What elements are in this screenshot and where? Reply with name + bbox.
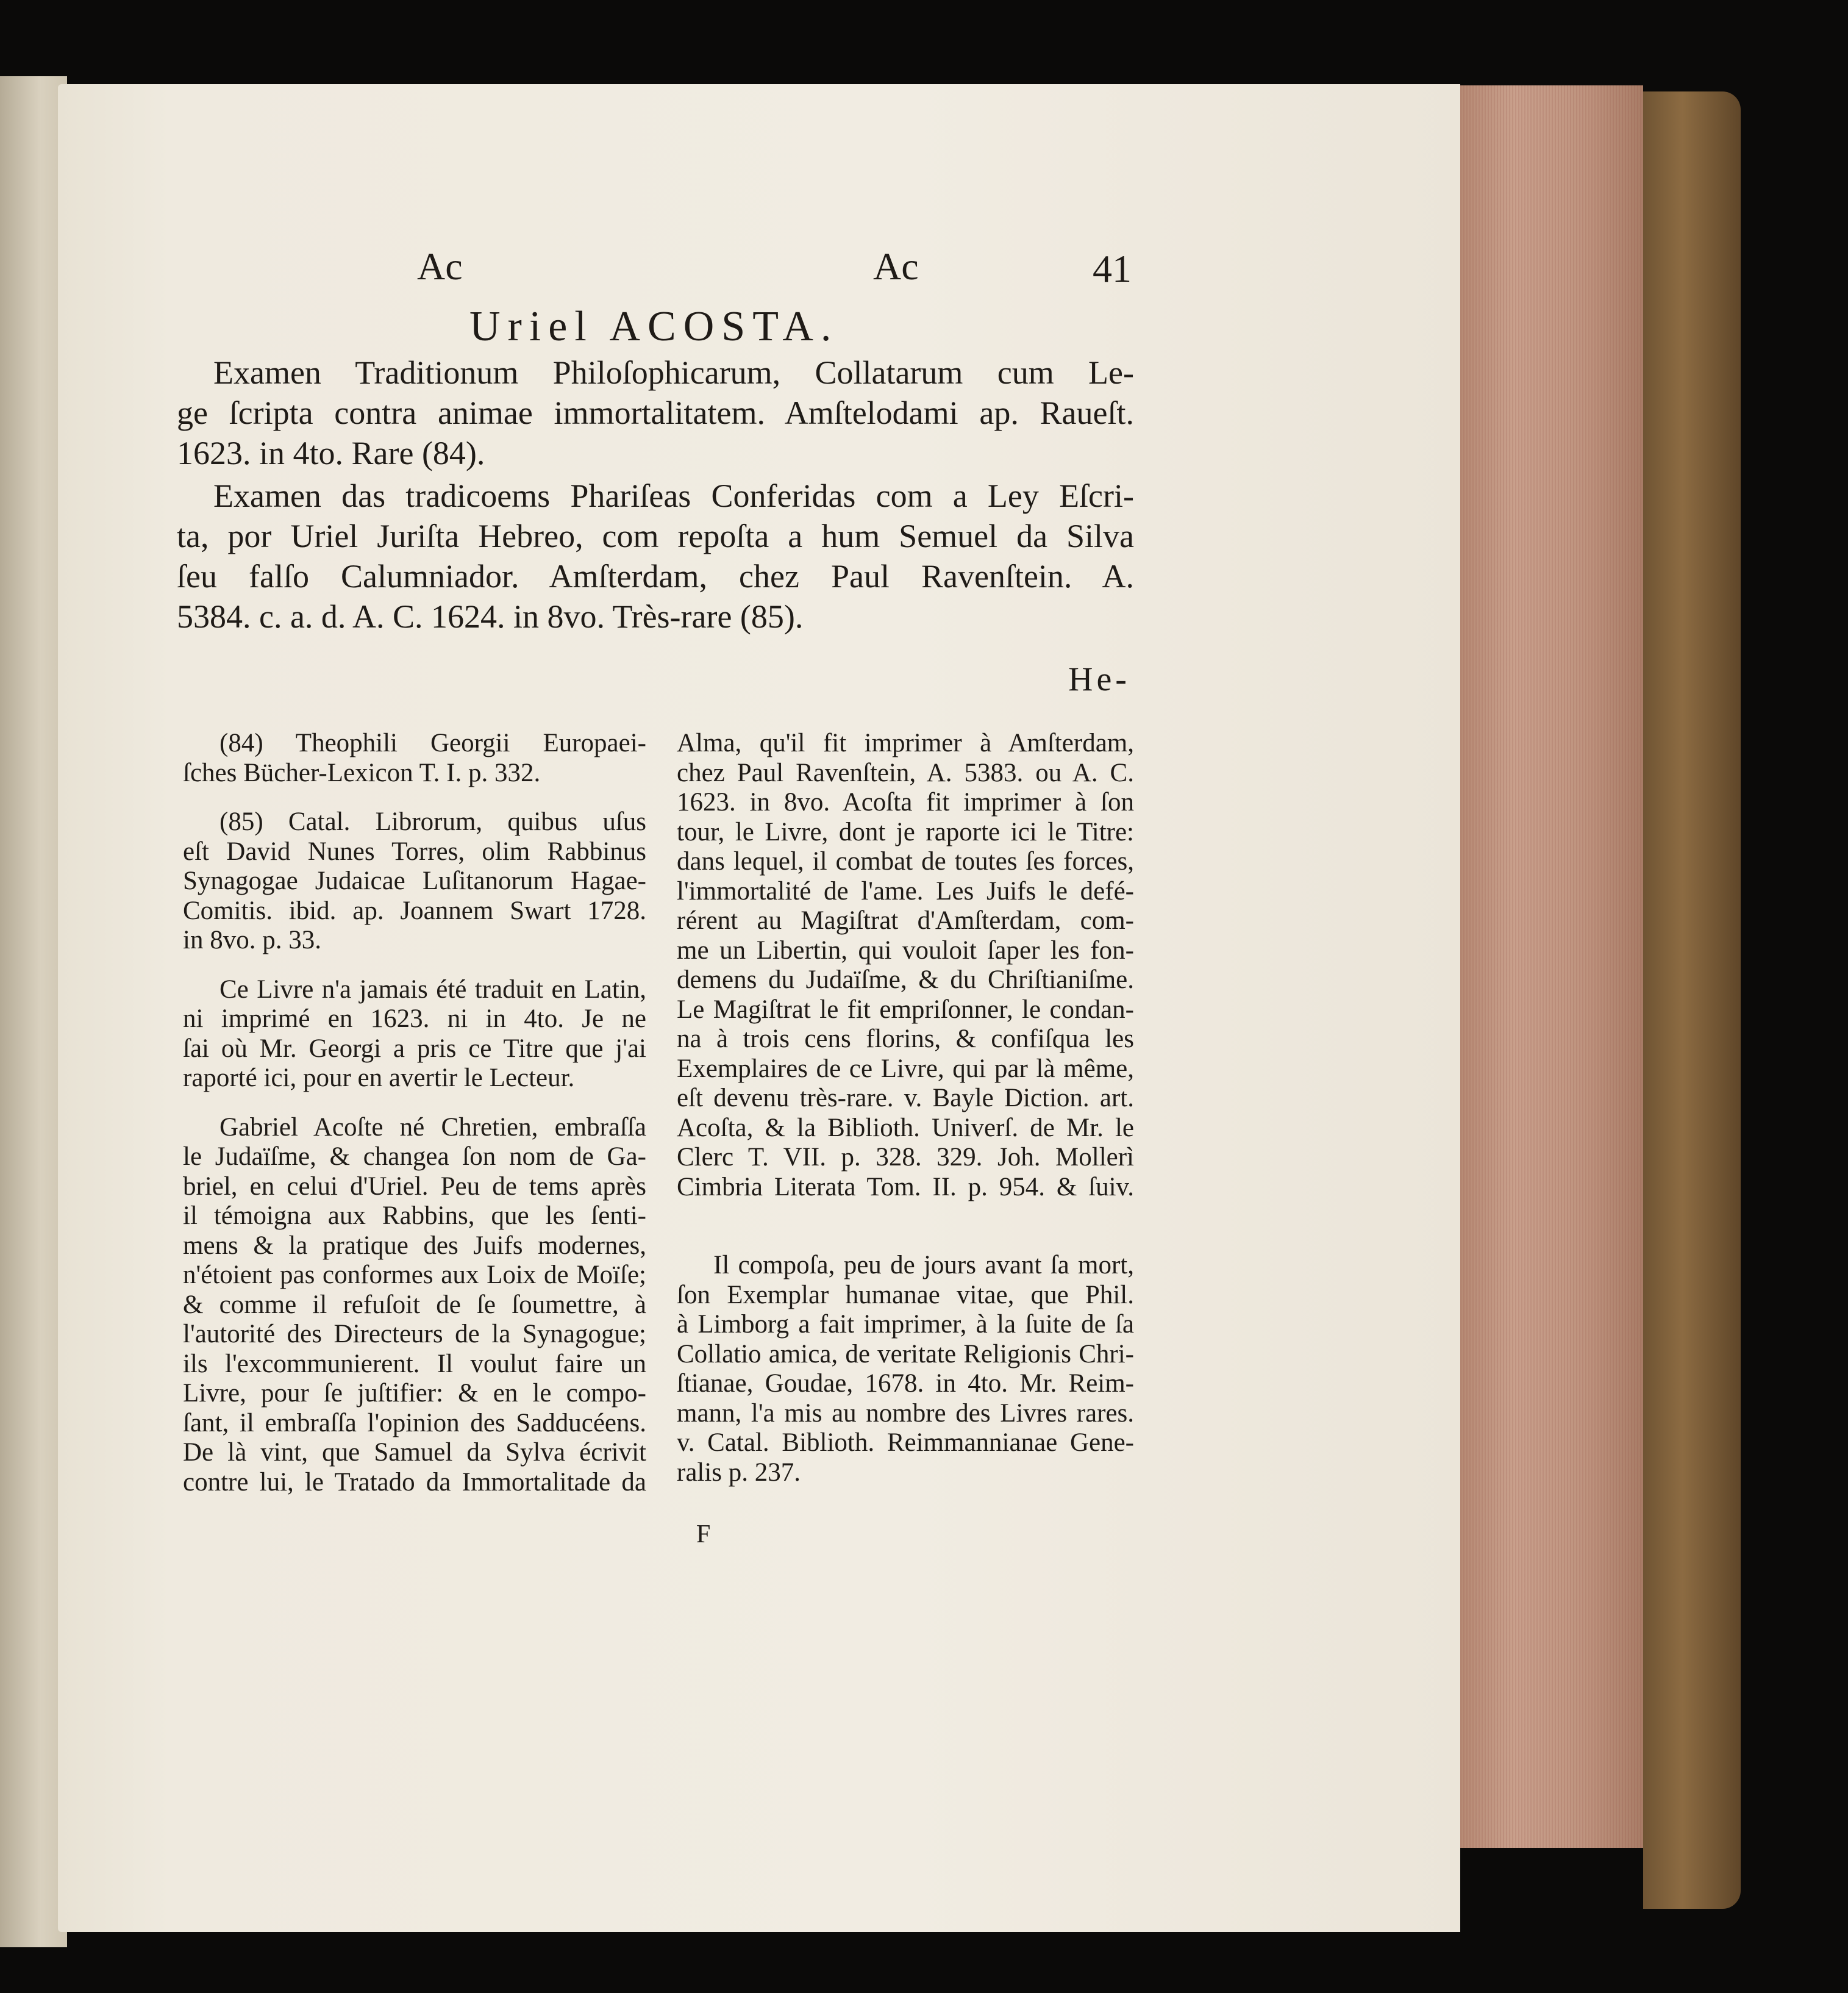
note-line: Collatio amica, de veritate Religionis Chri- <box>677 1339 1134 1369</box>
note-paragraph <box>677 1251 1134 1487</box>
note-line: v. Catal. Biblioth. Reimmannianae Gene- <box>677 1428 1134 1457</box>
running-head-center: Ac <box>873 245 919 288</box>
note-paragraph <box>677 729 1134 1202</box>
note-line: demens du Judaïſme, & du Chriſtianiſme. <box>677 965 1134 994</box>
note-line: (84) Theophili Georgii Europaei- <box>219 729 646 757</box>
note-line: Synagogae Judaicae Luſitanorum Hagae- <box>183 867 646 895</box>
entry-1 <box>177 352 1134 473</box>
note-line: ralis p. 237. <box>677 1458 801 1487</box>
note-line: ſon Exemplar humanae vitae, que Phil. <box>677 1280 1134 1309</box>
note-line: rérent au Magiſtrat d'Amſterdam, com- <box>677 906 1134 935</box>
catchword: He- <box>1068 660 1130 698</box>
note-line: l'immortalité de l'ame. Les Juifs le defé- <box>677 876 1134 906</box>
page-number: 41 <box>1093 247 1132 290</box>
note-line: tour, le Livre, dont je raporte ici le Titre: <box>677 817 1134 846</box>
note-line: & comme il refuſoit de ſe ſoumettre, à <box>183 1290 646 1319</box>
entry-2-line: ta, por Uriel Juriſta Hebreo, com repoſta a hum Semuel da Silva <box>177 518 1134 554</box>
entry-1-line: 1623. in 4to. Rare (84). <box>177 435 485 471</box>
note-line: eſt devenu très-rare. v. Bayle Diction. art. <box>677 1084 1134 1112</box>
entry-2-line: 5384. c. a. d. A. C. 1624. in 8vo. Très-rare (85). <box>177 598 804 635</box>
footnote-85 <box>183 807 646 956</box>
note-line: Exemplaires de ce Livre, qui par là même, <box>677 1054 1134 1083</box>
note-line: Gabriel Acoſte né Chretien, embraſſa <box>219 1112 646 1142</box>
note-line: Comitis. ibid. ap. Joannem Swart 1728. <box>183 896 646 925</box>
note-line: Alma, qu'il fit imprimer à Amſterdam, <box>677 729 1134 757</box>
note-line: na à trois cens florins, & confiſqua les <box>677 1025 1134 1053</box>
note-line: in 8vo. p. 33. <box>183 926 321 954</box>
footnotes-left-column <box>183 729 646 1497</box>
footnotes-right-column <box>677 729 1134 1487</box>
note-line: ni imprimé en 1623. ni in 4to. Je ne <box>183 1004 646 1033</box>
note-line: De là vint, que Samuel da Sylva écrivit <box>183 1438 646 1467</box>
running-head-left: Ac <box>417 245 463 288</box>
entry-2 <box>177 476 1134 637</box>
entry-2-line: ſeu falſo Calumniador. Amſterdam, chez Paul Ravenſtein. A. <box>177 558 1134 595</box>
left-page-edge <box>0 76 67 1947</box>
note-line: eſt David Nunes Torres, olim Rabbinus <box>183 837 646 866</box>
note-line: Le Magiſtrat le fit empriſonner, le condan- <box>677 995 1134 1024</box>
note-paragraph <box>183 975 646 1093</box>
entry-1-line: Examen Traditionum Philoſophicarum, Collatarum cum Le- <box>213 354 1134 391</box>
note-line: Acoſta, & la Biblioth. Univerſ. de Mr. le <box>677 1113 1134 1142</box>
note-line: briel, en celui d'Uriel. Peu de tems après <box>183 1172 646 1201</box>
note-line: n'étoient pas conformes aux Loix de Moïſe; <box>183 1261 646 1289</box>
signature-mark: F <box>696 1520 711 1548</box>
entry-title: Uriel ACOSTA. <box>469 303 839 350</box>
note-line: ſant, il embraſſa l'opinion des Sadducéens. <box>183 1408 646 1437</box>
note-line: 1623. in 8vo. Acoſta fit imprimer à ſon <box>677 788 1134 817</box>
note-line: il témoigna aux Rabbins, que les ſenti- <box>183 1201 646 1230</box>
note-line: à Limborg a fait imprimer, à la ſuite de ſa <box>677 1310 1134 1339</box>
note-line: ſtianae, Goudae, 1678. in 4to. Mr. Reim- <box>677 1369 1134 1398</box>
note-line: dans lequel, il combat de toutes ſes forces, <box>677 847 1134 876</box>
note-line: ſai où Mr. Georgi a pris ce Titre que j'ai <box>183 1034 646 1063</box>
note-line: raporté ici, pour en avertir le Lecteur. <box>183 1064 575 1092</box>
entry-2-line: Examen das tradicoems Phariſeas Conferidas com a Ley Eſcri- <box>213 478 1134 514</box>
note-line: mann, l'a mis au nombre des Livres rares. <box>677 1398 1134 1428</box>
note-line: (85) Catal. Librorum, quibus uſus <box>219 807 646 836</box>
note-line: Cimbria Literata Tom. II. p. 954. & ſuiv. <box>677 1172 1134 1201</box>
page-fore-edge <box>1460 85 1643 1848</box>
note-line: ils l'excommunierent. Il voulut faire un <box>183 1349 646 1378</box>
note-line: ſches Bücher-Lexicon T. I. p. 332. <box>183 758 541 787</box>
note-line: contre lui, le Tratado da Immortalitade da <box>183 1467 646 1497</box>
note-line: le Judaïſme, & changea ſon nom de Ga- <box>183 1142 646 1171</box>
note-line: mens & la pratique des Juifs modernes, <box>183 1231 646 1260</box>
note-line: Clerc T. VII. p. 328. 329. Joh. Mollerì <box>677 1143 1134 1172</box>
note-line: l'autorité des Directeurs de la Synagogue; <box>183 1320 646 1348</box>
note-line: chez Paul Ravenſtein, A. 5383. ou A. C. <box>677 758 1134 787</box>
leather-binding-edge <box>1643 91 1741 1909</box>
note-line: Ce Livre n'a jamais été traduit en Latin, <box>219 975 646 1004</box>
note-line: me un Libertin, qui vouloit ſaper les fon- <box>677 936 1134 965</box>
entry-1-line: ge ſcripta contra animae immortalitatem. Amſtelodami ap. Raueſt. <box>177 395 1134 431</box>
note-paragraph <box>183 1113 646 1498</box>
footnote-84 <box>183 729 646 788</box>
note-line: Il compoſa, peu de jours avant ſa mort, <box>713 1251 1134 1279</box>
note-line: Livre, pour ſe juſtifier: & en le compo- <box>183 1379 646 1408</box>
